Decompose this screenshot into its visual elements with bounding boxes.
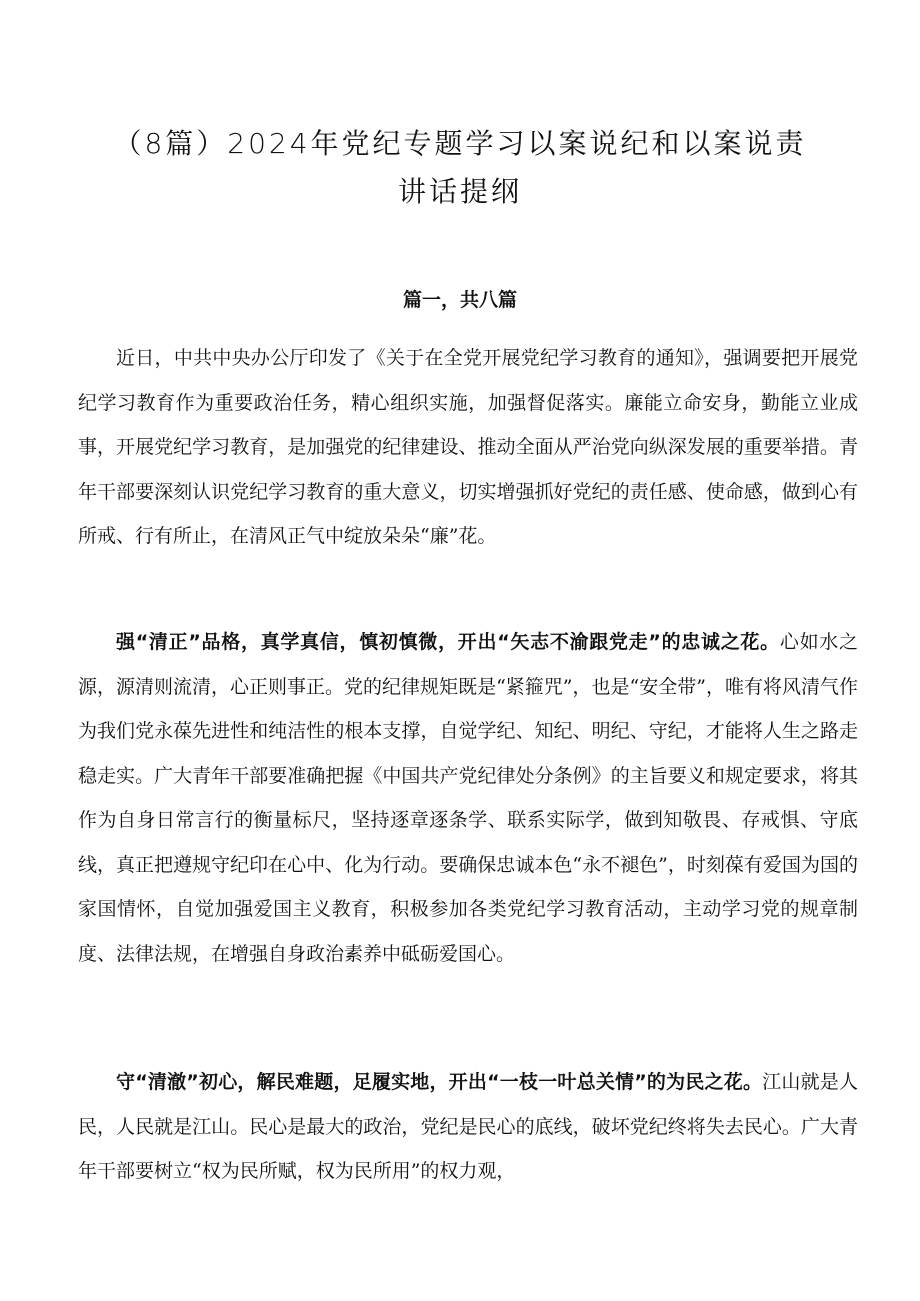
paragraph-1-text: 近日，中共中央办公厅印发了《关于在全党开展党纪学习教育的通知》，强调要把开展党纪学习教育作为重要政治任务，精心组织实施，加强督促落实。廉能立命安身，勤能立业成事，开展党纪学习教育，是加强党的纪律建设、推动全面从严治党向纵深发展的重要举措。青年干部要深刻认识党纪学习教育的重大意义，切实增强抓好党纪的责任感、使命感，做到心有所戒、行有所止，在清风正气中绽放朵朵“廉”花。 [78,347,858,547]
paragraph-3-text: 江山就是人民，人民就是江山。民心是最大的政治，党纪是民心的底线，破坏党纪终将失去民心。广大青年干部要树立“权为民所赋，权为民所用”的权力观， [78,1071,858,1182]
document-title-line-2: 讲话提纲 [397,175,522,208]
paragraph-2 [78,620,858,976]
paragraph-2-lead: 强“清正”品格，真学真信，慎初慎微，开出“矢志不渝跟党走”的忠诚之花。 [116,631,780,653]
paragraph-2-text: 心如水之源，源清则流清，心正则事正。党的纪律规矩既是“紧箍咒”，也是“安全带”，唯有将风清气作为我们党永葆先进性和纯洁性的根本支撑，自觉学纪、知纪、明纪、守纪，才能将人生之路走稳走实。广大青年干部要准确把握《中国共产党纪律处分条例》的主旨要义和规定要求，将其作为自身日常言行的衡量标尺，坚持逐章逐条学、联系实际学，做到知敬畏、存戒惧、守底线，真正把遵规守纪印在心中、化为行动。要确保忠诚本色“永不褪色”，时刻葆有爱国为国的家国情怀，自觉加强爱国主义教育，积极参加各类党纪学习教育活动，主动学习党的规章制度、法律法规，在增强自身政治素养中砥砺爱国心。 [78,631,858,965]
paragraph-1 [78,336,858,559]
paragraph-3-lead: 守“清澈”初心，解民难题，足履实地，开出“一枝一叶总关情”的为民之花。 [116,1071,763,1093]
document-title-line-1: （8篇）2024年党纪专题学习以案说纪和以案说责 [113,127,807,160]
section-heading: 篇一，共八篇 [402,289,517,311]
paragraph-3 [78,1060,858,1194]
